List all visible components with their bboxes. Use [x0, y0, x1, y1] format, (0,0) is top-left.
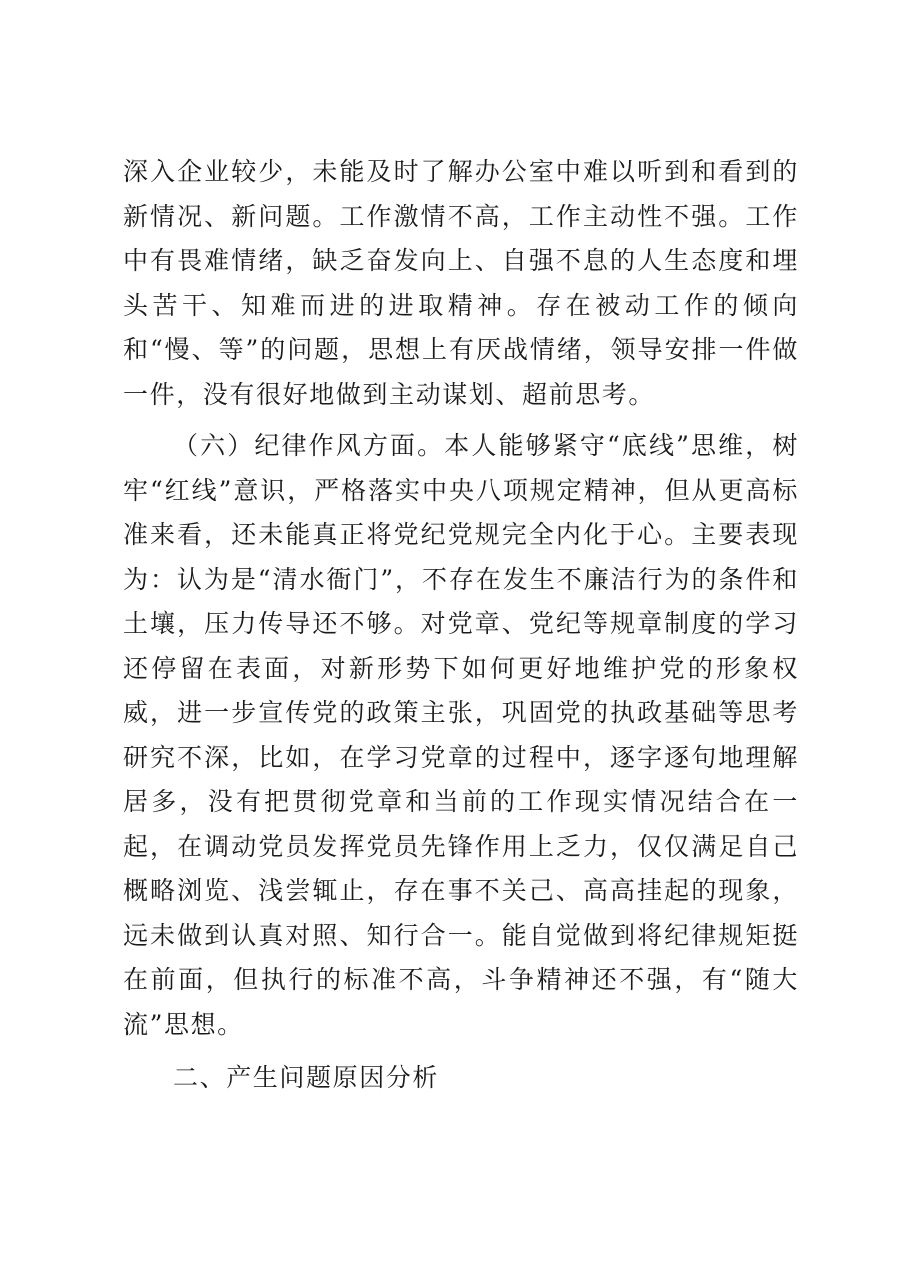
section-heading-cause-analysis: 二、产生问题原因分析: [173, 1063, 440, 1092]
paragraph-discipline-style: （六）纪律作风方面。本人能够紧守“底线”思维，树牢“红线”意识，严格落实中央八项规定精神，但从更高标准来看，还未能真正将党纪党规完全内化于心。主要表现为：认为是“清水衙门”，不存在发生不廉洁行为的条件和土壤，压力传导还不够。对党章、党纪等规章制度的学习还停留在表面，对新形势下如何更好地维护党的形象权威，进一步宣传党的政策主张，巩固党的执政基础等思考研究不深，比如，在学习党章的过程中，逐字逐句地理解居多，没有把贯彻党章和当前的工作现实情况结合在一起，在调动党员发挥党员先锋作用上乏力，仅仅满足自己概略浏览、浅尝辄止，存在事不关己、高高挂起的现象，远未做到认真对照、知行合一。能自觉做到将纪律规矩挺在前面，但执行的标准不高，斗争精神还不强，有“随大流”思想。: [123, 431, 799, 1039]
paragraph-work-attitude: 深入企业较少，未能及时了解办公室中难以听到和看到的新情况、新问题。工作激情不高，工作主动性不强。工作中有畏难情绪，缺乏奋发向上、自强不息的人生态度和埋头苦干、知难而进的进取精神。存在被动工作的倾向和“慢、等”的问题，思想上有厌战情绪，领导安排一件做一件，没有很好地做到主动谋划、超前思考。: [123, 157, 799, 409]
document-body: [123, 150, 799, 1101]
